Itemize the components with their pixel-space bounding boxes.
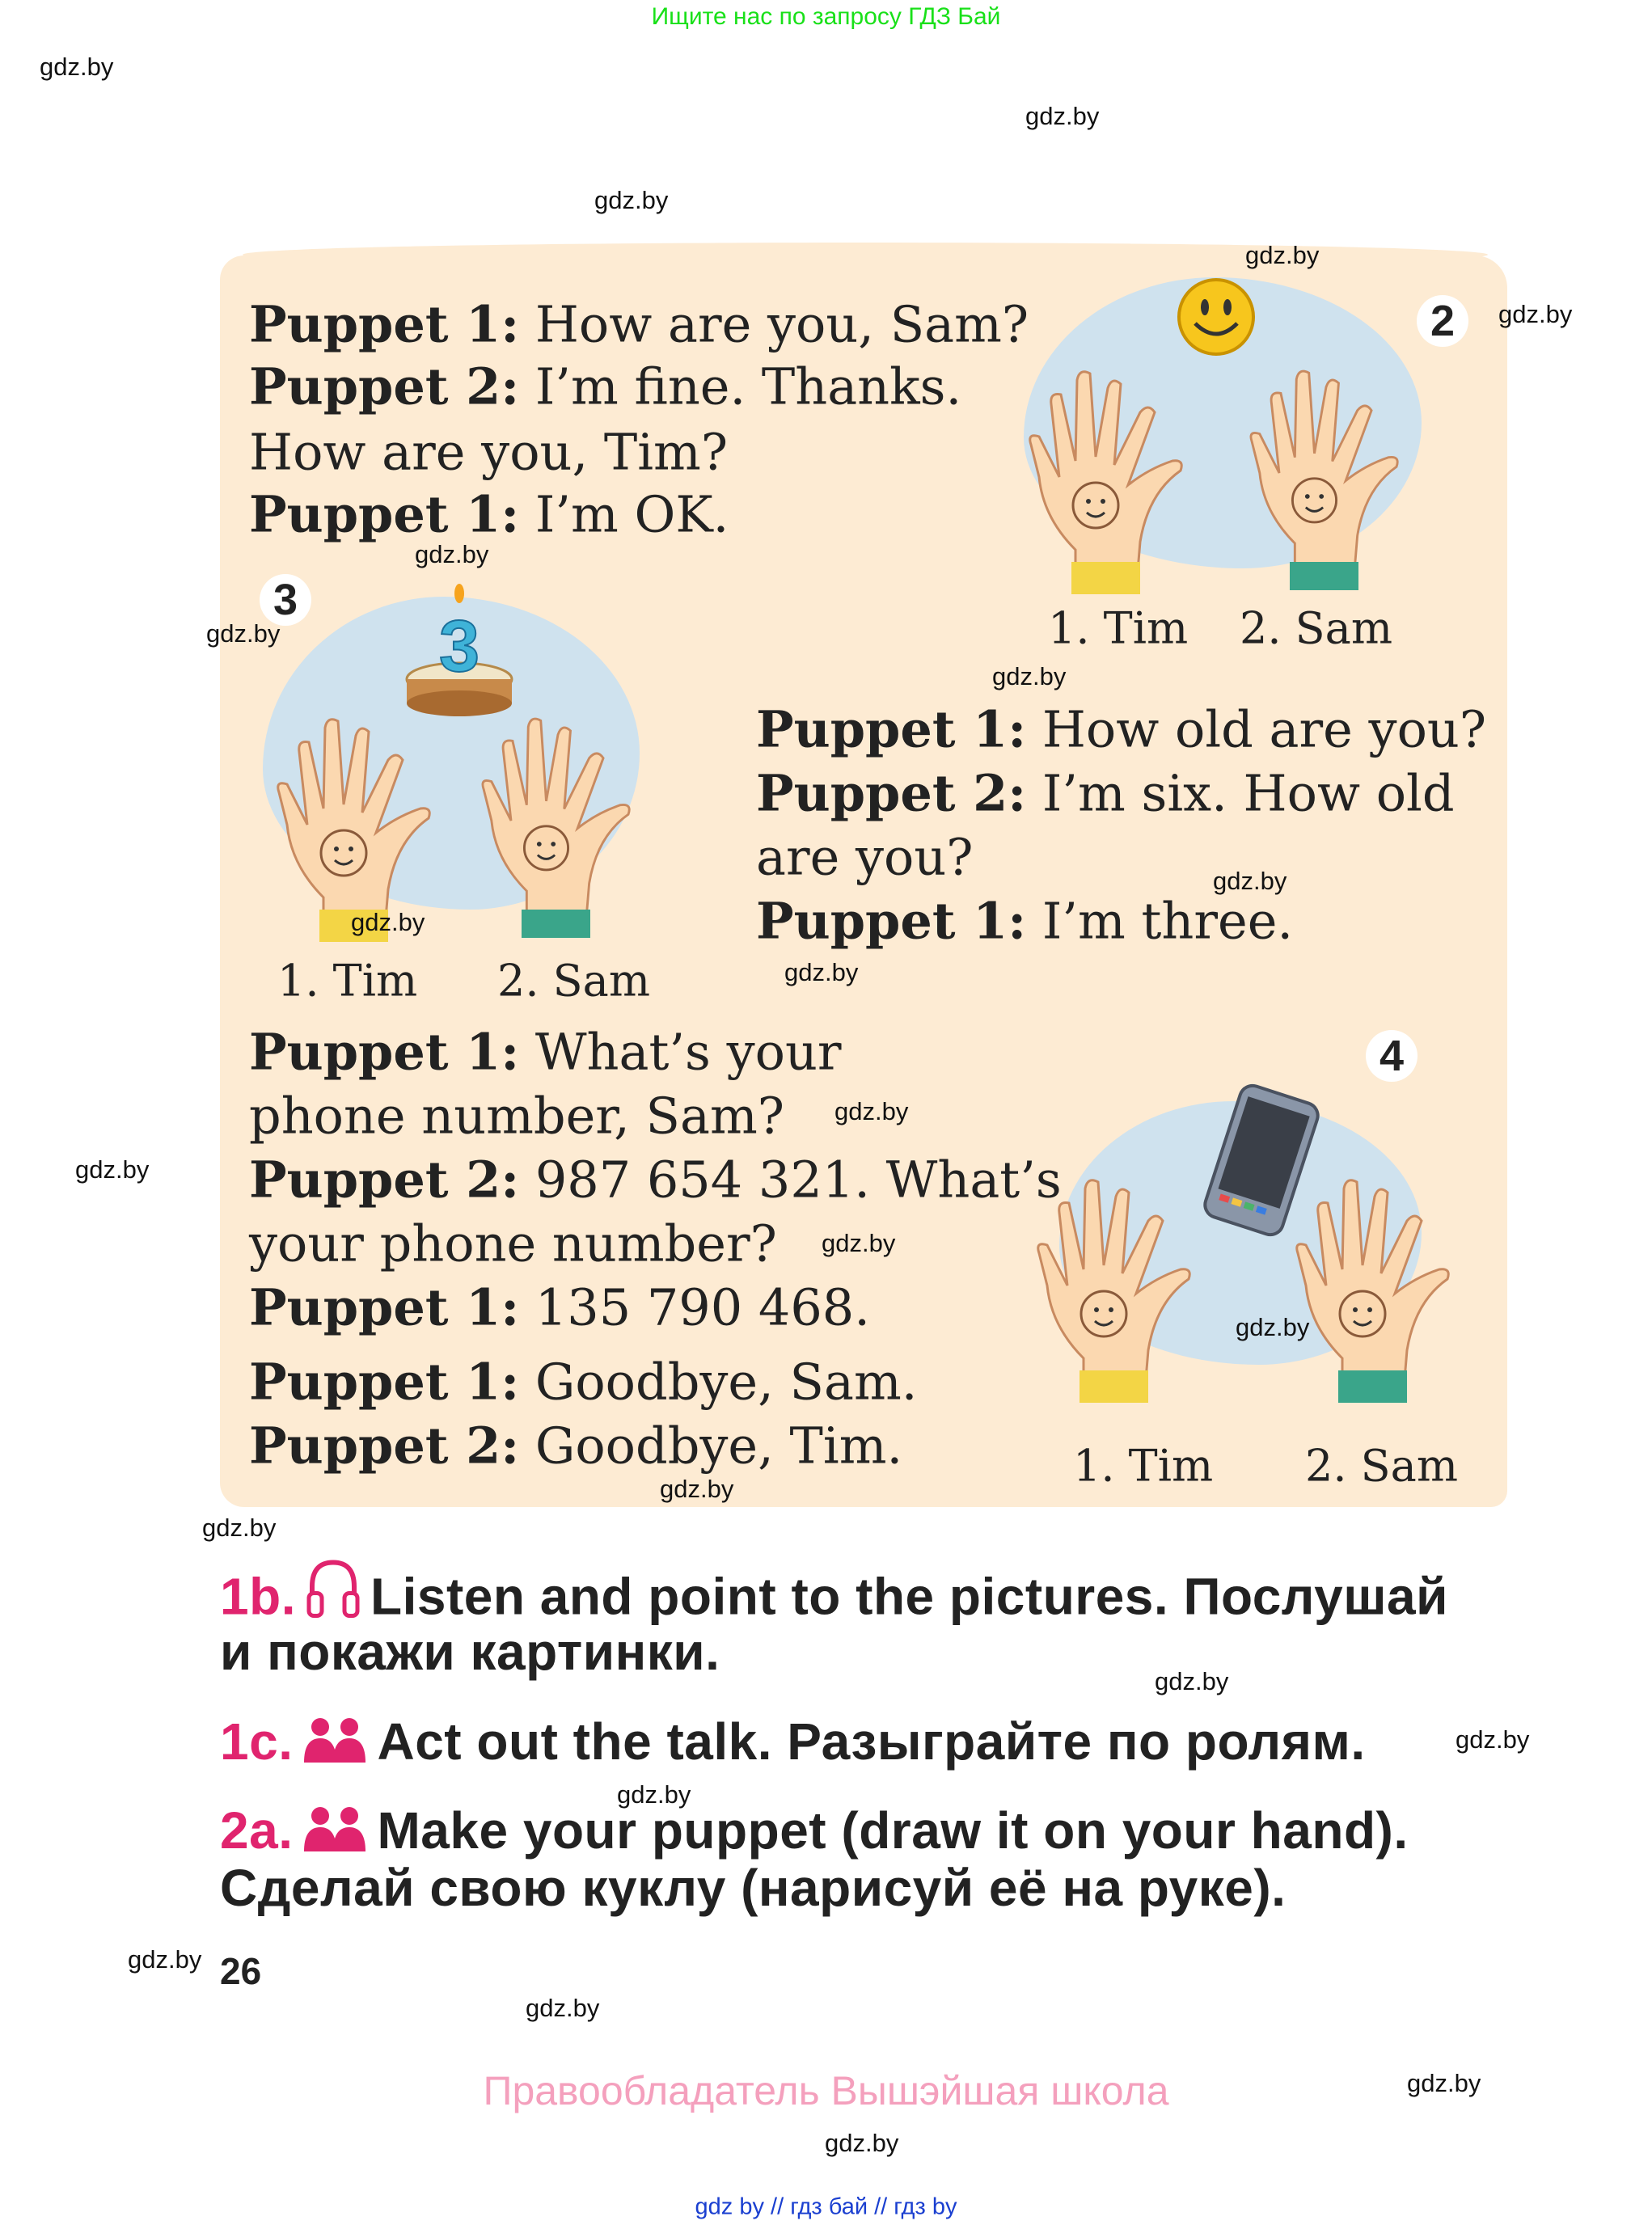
picture-number-badge: 3 xyxy=(260,574,311,626)
watermark: gdz.by xyxy=(617,1780,691,1809)
watermark: gdz.by xyxy=(1155,1667,1229,1695)
picture-number-badge: 2 xyxy=(1417,295,1468,347)
watermark: gdz.by xyxy=(40,53,114,81)
hand-tim-icon xyxy=(1027,356,1189,598)
dialogue-line: Puppet 2: I’m six. How old xyxy=(756,763,1455,823)
instruction-2a xyxy=(220,1801,1409,1860)
watermark: gdz.by xyxy=(75,1155,150,1184)
exercise-number: 1c. xyxy=(220,1712,294,1771)
dialogue-line: Puppet 2: 987 654 321. What’s xyxy=(249,1150,1062,1210)
dialogue-line: phone number, Sam? xyxy=(249,1086,785,1146)
watermark: gdz.by xyxy=(1236,1313,1310,1341)
dialogue-line: Puppet 1: I’m OK. xyxy=(249,484,729,544)
label-sam: 2. Sam xyxy=(1240,602,1393,654)
instruction-1b xyxy=(220,1558,1448,1627)
dialogue-line: How are you, Tim? xyxy=(249,422,729,482)
watermark: gdz.by xyxy=(206,619,281,648)
watermark: gdz.by xyxy=(1213,867,1287,895)
instruction-text: Act out the talk. Разыграйте по ролям. xyxy=(377,1712,1366,1771)
smiley-icon xyxy=(1174,275,1258,359)
watermark: gdz.by xyxy=(128,1945,202,1974)
label-sam: 2. Sam xyxy=(497,955,651,1007)
watermark: gdz.by xyxy=(825,2129,899,2157)
hand-sam-icon xyxy=(1294,1164,1456,1407)
dialogue-line: are you? xyxy=(756,827,974,887)
label-tim: 1. Tim xyxy=(1048,602,1189,654)
instruction-text: Make your puppet (draw it on your hand). xyxy=(377,1801,1409,1860)
watermark: gdz.by xyxy=(415,540,489,568)
instruction-2a-line2: Сделай свою куклу (нарисуй её на руке). xyxy=(220,1859,1287,1917)
watermark: gdz.by xyxy=(1245,241,1320,269)
dialogue-line: Puppet 1: I’m three. xyxy=(756,891,1294,951)
watermark: gdz.by xyxy=(351,908,425,936)
dialogue-line: Puppet 1: 135 790 468. xyxy=(249,1277,870,1337)
birthday-cake-icon xyxy=(403,582,516,720)
instruction-text: Listen and point to the pictures. Послушай xyxy=(370,1567,1448,1626)
watermark: gdz.by xyxy=(1498,300,1573,328)
pair-work-icon xyxy=(301,1805,369,1853)
label-sam: 2. Sam xyxy=(1305,1440,1459,1492)
dialogue-line: your phone number? xyxy=(249,1214,777,1273)
hand-sam-icon xyxy=(477,703,639,938)
instruction-1c xyxy=(220,1712,1366,1771)
svg-text:3: 3 xyxy=(438,606,480,687)
watermark: gdz.by xyxy=(202,1514,277,1542)
watermark: gdz.by xyxy=(594,186,669,214)
page-number: 26 xyxy=(220,1950,262,1992)
label-tim: 1. Tim xyxy=(1073,1440,1214,1492)
dialogue-line: Puppet 1: Goodbye, Sam. xyxy=(249,1352,918,1412)
dialogue-line: Puppet 1: How are you, Sam? xyxy=(249,294,1029,354)
watermark: gdz.by xyxy=(822,1229,896,1257)
watermark: gdz.by xyxy=(992,662,1067,690)
footer-links[interactable]: gdz by // гдз бай // гдз by xyxy=(695,2193,957,2220)
headphones-icon xyxy=(304,1558,362,1619)
watermark: gdz.by xyxy=(660,1475,734,1503)
copyright-notice: Правообладатель Вышэйшая школа xyxy=(483,2068,1169,2113)
watermark: gdz.by xyxy=(1025,102,1100,130)
watermark: gdz.by xyxy=(784,958,859,986)
exercise-number: 1b. xyxy=(220,1567,296,1626)
dialogue-line: Puppet 2: Goodbye, Tim. xyxy=(249,1416,903,1476)
watermark: gdz.by xyxy=(526,1994,600,2022)
pair-work-icon xyxy=(301,1716,369,1764)
watermark: gdz.by xyxy=(1456,1725,1530,1754)
exercise-number: 2a. xyxy=(220,1801,294,1860)
watermark: gdz.by xyxy=(834,1097,909,1125)
search-banner[interactable]: Ищите нас по запросу ГДЗ Бай xyxy=(651,3,1001,30)
dialogue-line: Puppet 1: What’s your xyxy=(249,1022,842,1082)
hand-sam-icon xyxy=(1245,356,1407,590)
dialogue-line: Puppet 1: How old are you? xyxy=(756,699,1487,759)
dialogue-line: Puppet 2: I’m fine. Thanks. xyxy=(249,357,962,416)
instruction-1b-line2: и покажи картинки. xyxy=(220,1623,720,1681)
watermark: gdz.by xyxy=(1407,2069,1481,2097)
label-tim: 1. Tim xyxy=(277,955,418,1007)
picture-number-badge: 4 xyxy=(1366,1030,1418,1082)
